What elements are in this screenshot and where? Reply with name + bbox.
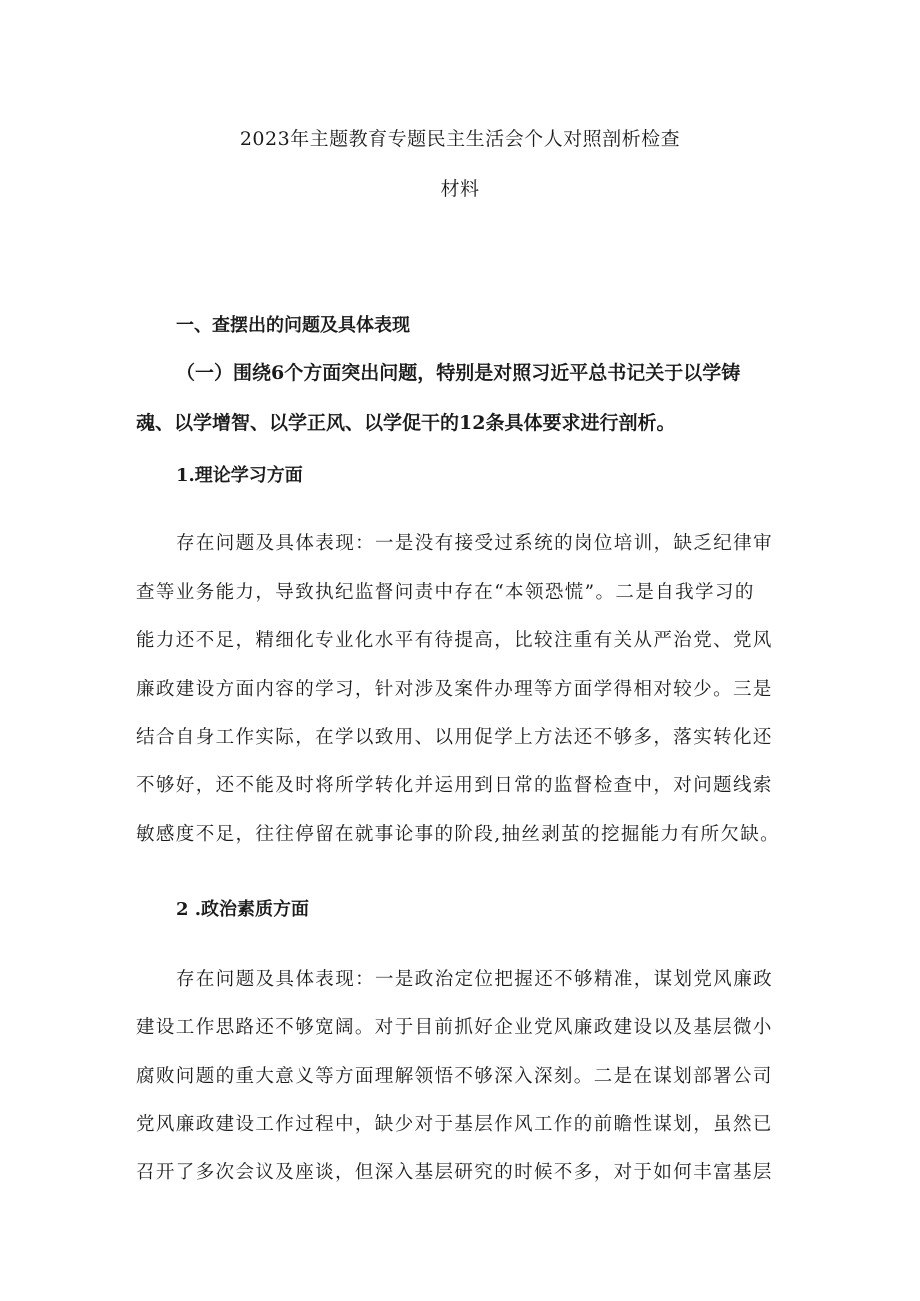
section-heading-problems: 一、查摆出的问题及具体表现 — [176, 315, 410, 336]
paragraph-line: 召开了多次会议及座谈，但深入基层研究的时候不多，对于如何丰富基层 — [136, 1162, 773, 1183]
item-heading-theory-study: 1.理论学习方面 — [176, 465, 303, 486]
paragraph-line: 存在问题及具体表现：一是政治定位把握还不够精准，谋划党风廉政 — [176, 969, 774, 990]
paragraph-line: 存在问题及具体表现：一是没有接受过系统的岗位培训，缺乏纪律审 — [176, 533, 774, 554]
paragraph-line: 党风廉政建设工作过程中，缺少对于基层作风工作的前瞻性谋划，虽然已 — [136, 1114, 773, 1135]
document-title-line-2: 材料 — [440, 178, 480, 200]
item-heading-political-quality: 2 .政治素质方面 — [176, 899, 310, 920]
paragraph-line: 查等业务能力，导致执纪监督问责中存在“本领恐慌”。二是自我学习的 — [136, 582, 755, 603]
paragraph-line: 不够好，还不能及时将所学转化并运用到日常的监督检查中，对问题线索 — [136, 775, 773, 796]
paragraph-line: 建设工作思路还不够宽阔。对于目前抓好企业党风廉政建设以及基层微小 — [136, 1017, 773, 1038]
subsection-line: （一）围绕6个方面突出问题，特别是对照习近平总书记关于以学铸 — [176, 362, 741, 384]
paragraph-line: 能力还不足，精细化专业化水平有待提高，比较注重有关从严治党、党风 — [136, 630, 773, 651]
paragraph-line: 结合自身工作实际，在学以致用、以用促学上方法还不够多，落实转化还 — [136, 727, 773, 748]
subsection-line: 魂、以学增智、以学正风、以学促干的12条具体要求进行剖析。 — [136, 412, 676, 434]
paragraph-line: 廉政建设方面内容的学习，针对涉及案件办理等方面学得相对较少。三是 — [136, 679, 773, 700]
paragraph-line: 敏感度不足，往往停留在就事论事的阶段,抽丝剥茧的挖掘能力有所欠缺。 — [136, 824, 781, 845]
document-title-line-1: 2023年主题教育专题民主生活会个人对照剖析检查 — [239, 128, 681, 150]
paragraph-line: 腐败问题的重大意义等方面理解领悟不够深入深刻。二是在谋划部署公司 — [136, 1066, 773, 1087]
